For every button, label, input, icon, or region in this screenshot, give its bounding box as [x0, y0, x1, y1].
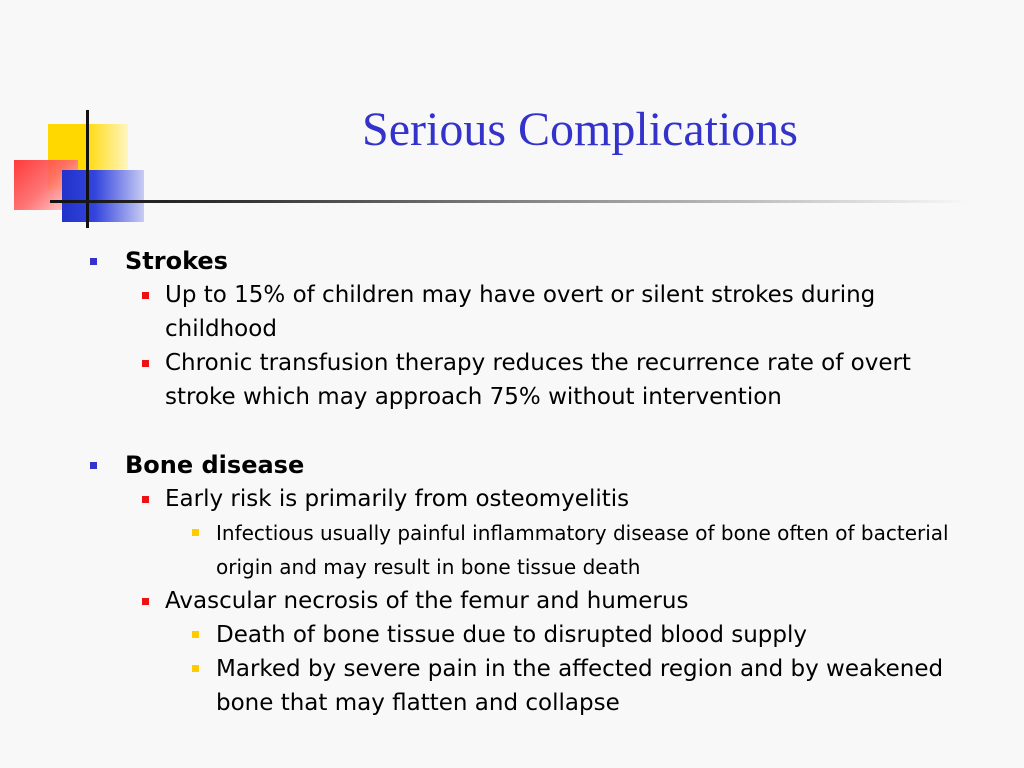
sub-sub-bullet-text: Marked by severe pain in the affected region and by weakened bone that may flatten and collapse — [216, 656, 944, 716]
square-bullet-icon — [142, 292, 149, 299]
slide-content — [80, 244, 980, 720]
bullet-bone-disease — [80, 448, 980, 482]
sub-bullet — [80, 584, 980, 618]
decorative-vertical-line — [86, 110, 89, 228]
sub-bullet — [80, 278, 980, 346]
square-bullet-icon — [142, 496, 149, 503]
sub-sub-bullet — [80, 618, 980, 652]
spacer — [80, 414, 980, 448]
bullet-heading: Bone disease — [125, 451, 305, 479]
square-bullet-icon — [192, 631, 199, 638]
sub-bullet-text: Up to 15% of children may have overt or silent strokes during childhood — [165, 282, 876, 342]
sub-bullet — [80, 482, 980, 516]
bullet-strokes — [80, 244, 980, 278]
square-bullet-icon — [192, 665, 199, 672]
slide-title: Serious Complications — [362, 103, 798, 156]
square-bullet-icon — [192, 529, 199, 536]
sub-bullet-text: Avascular necrosis of the femur and humerus — [165, 588, 689, 614]
sub-sub-bullet — [80, 516, 980, 584]
square-bullet-icon — [142, 598, 149, 605]
sub-bullet-text: Chronic transfusion therapy reduces the recurrence rate of overt stroke which may approach 75% without intervention — [165, 350, 911, 410]
title-underline — [50, 200, 970, 203]
square-bullet-icon — [90, 462, 97, 469]
sub-sub-bullet-text: Infectious usually painful inflammatory disease of bone often of bacterial origin and may result in bone tissue death — [216, 521, 949, 579]
bullet-heading: Strokes — [125, 247, 228, 275]
sub-sub-bullet-text: Death of bone tissue due to disrupted blood supply — [216, 622, 807, 648]
decorative-blue-square — [62, 170, 144, 222]
square-bullet-icon — [142, 360, 149, 367]
sub-sub-bullet — [80, 652, 980, 720]
square-bullet-icon — [90, 258, 97, 265]
sub-bullet-text: Early risk is primarily from osteomyelitis — [165, 486, 630, 512]
sub-bullet — [80, 346, 980, 414]
